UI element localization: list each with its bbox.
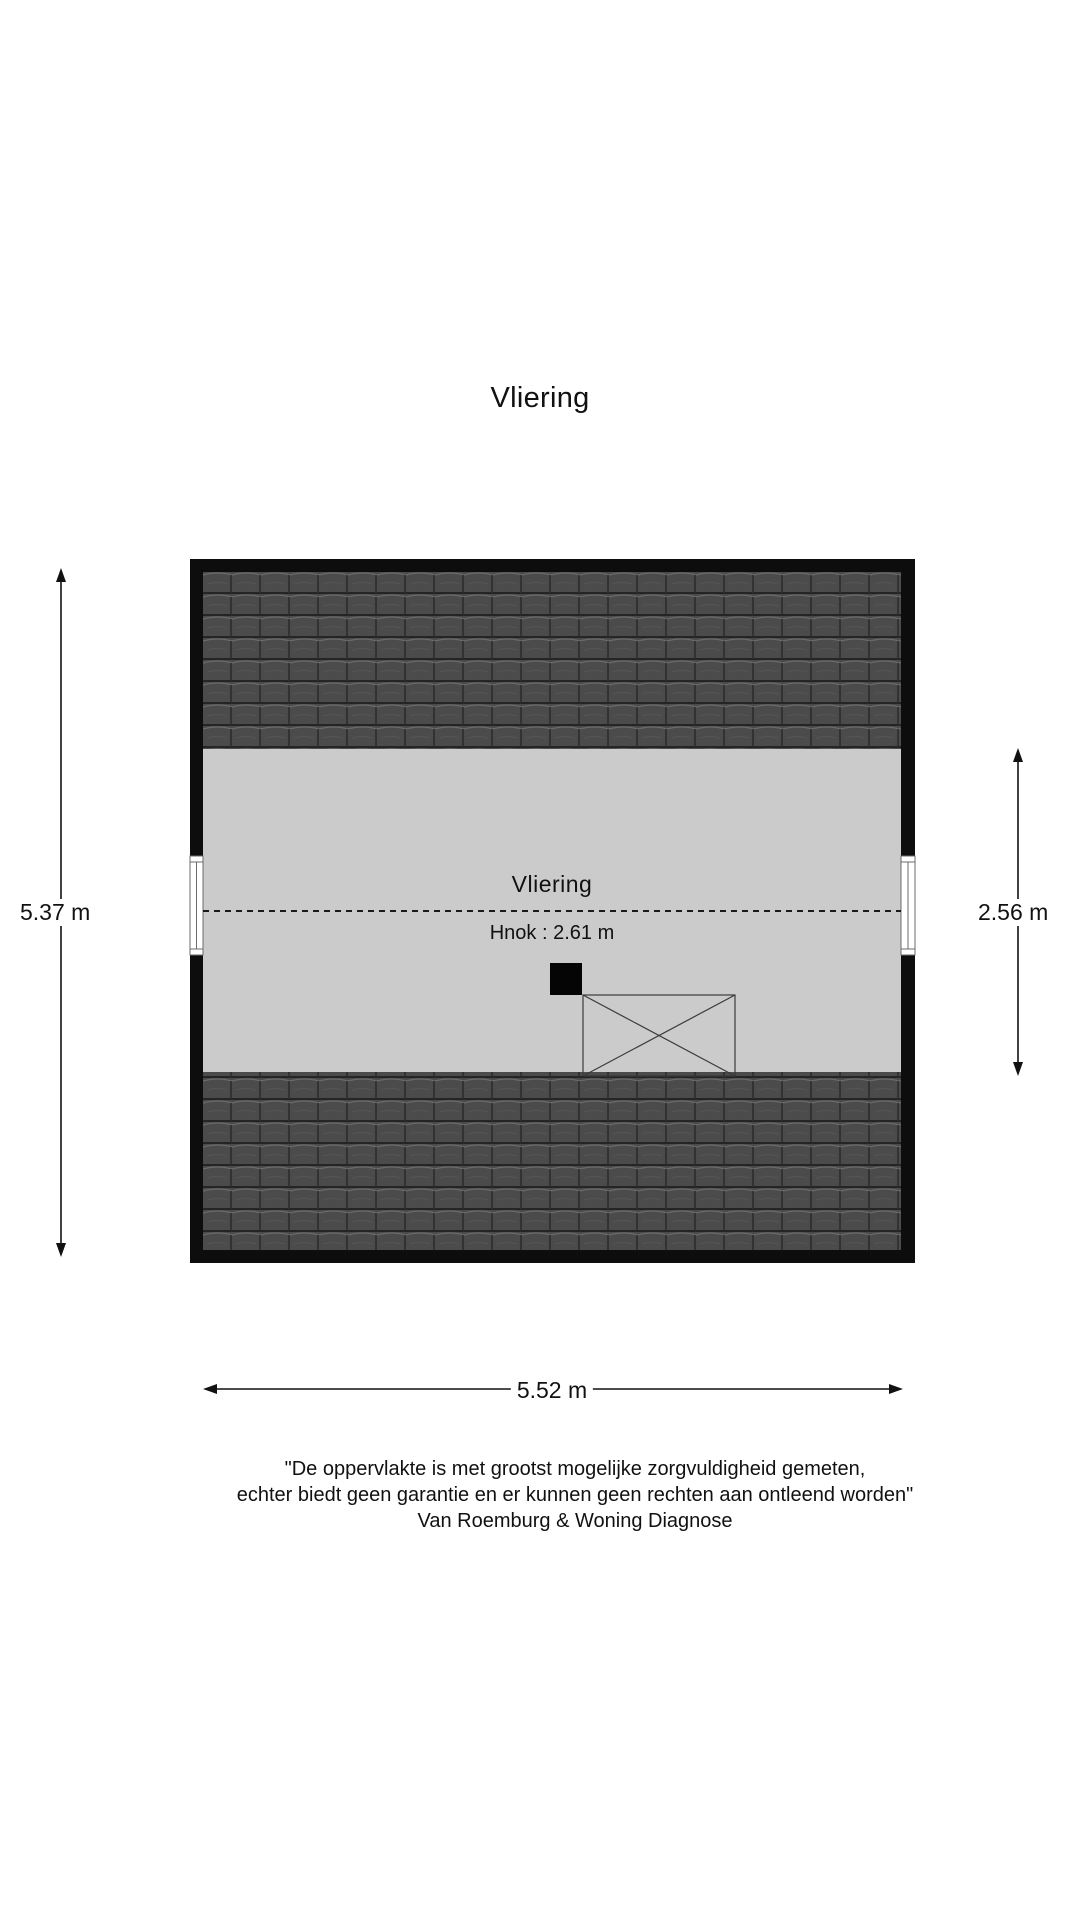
dimension-label-width: 5.52 m	[511, 1377, 593, 1404]
dimension-label-height-inner: 2.56 m	[978, 899, 1049, 925]
disclaimer	[0, 1456, 1080, 1534]
dimension-label-height-total: 5.37 m	[20, 899, 91, 925]
roof-bottom	[203, 1072, 901, 1250]
disclaimer-line-1: "De oppervlakte is met grootst mogelijke zorgvuldigheid gemeten,	[284, 1458, 866, 1480]
page-title: Vliering	[490, 382, 590, 414]
disclaimer-line-2: echter biedt geen garantie en er kunnen geen rechten aan ontleend worden"	[236, 1484, 914, 1506]
room-name: Vliering	[511, 871, 593, 897]
ridge-height-label: Hnok : 2.61 m	[489, 922, 615, 944]
roof-top	[203, 572, 901, 749]
disclaimer-line-3: Van Roemburg & Woning Diagnose	[417, 1510, 733, 1532]
chimney-icon	[550, 963, 582, 995]
